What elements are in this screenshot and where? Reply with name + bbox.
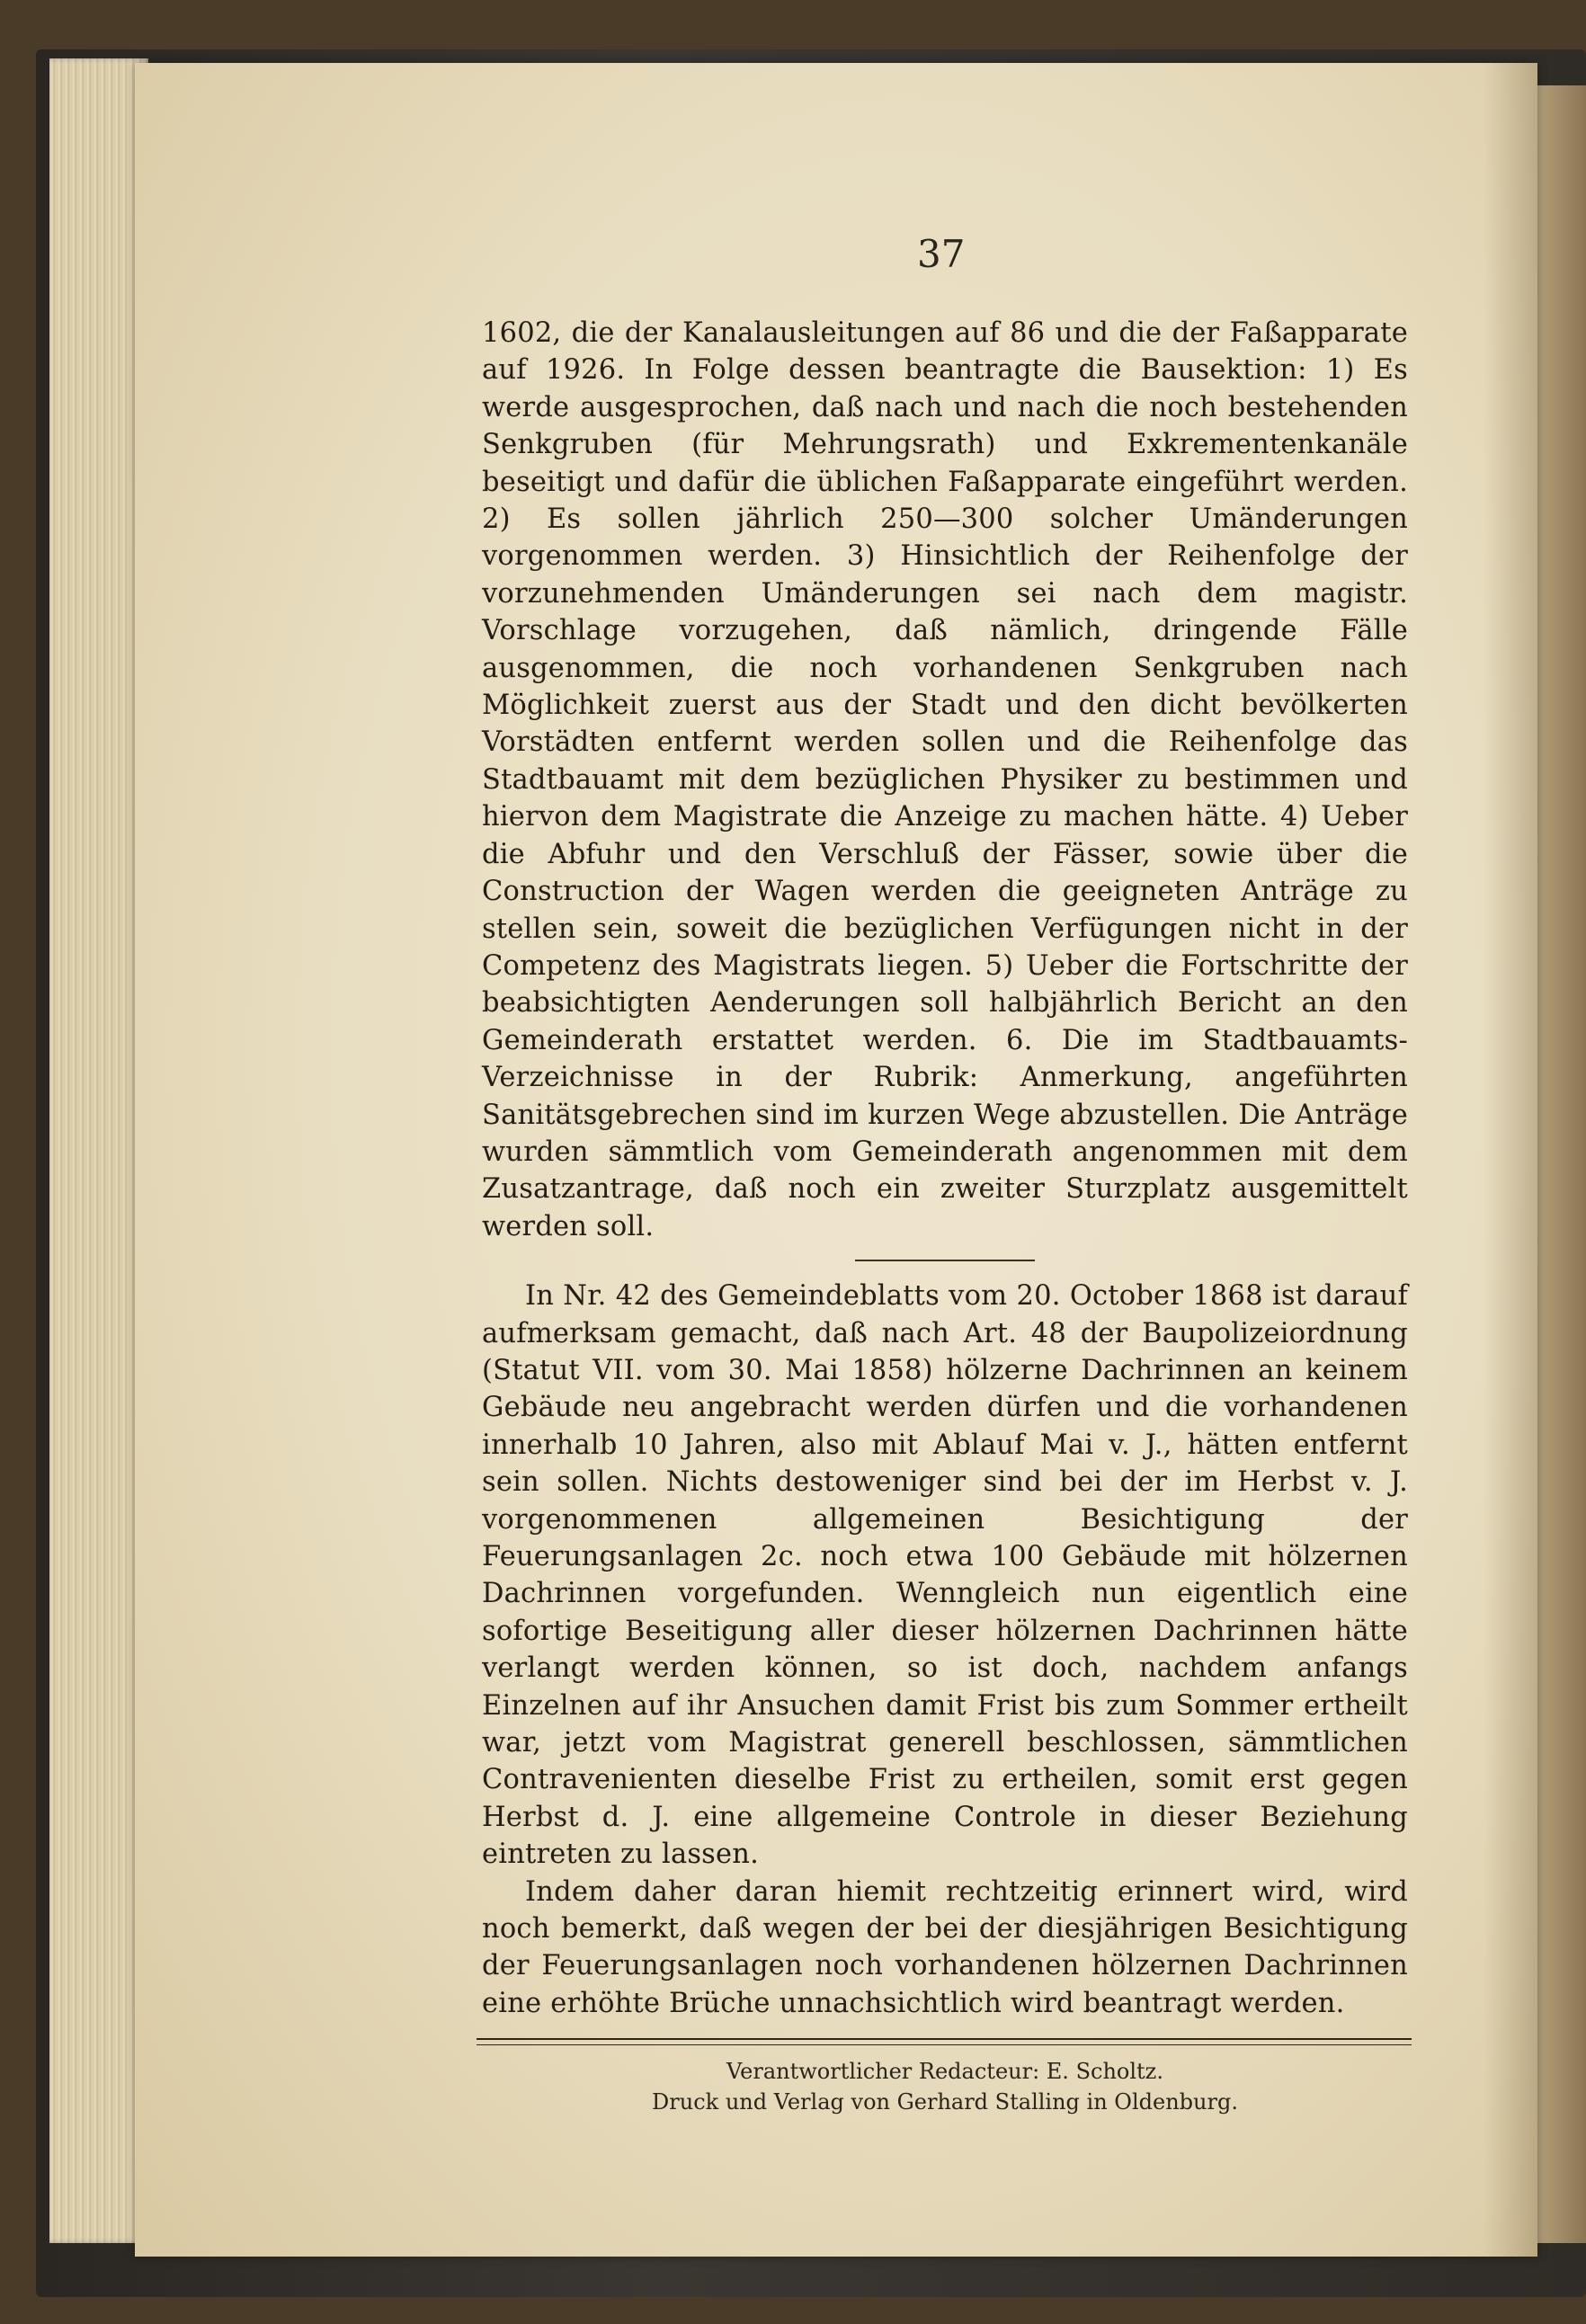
facing-page-edge — [1533, 85, 1586, 2243]
page-edges — [49, 58, 148, 2243]
paragraph-dachrinnen-notice: In Nr. 42 des Gemeindeblatts vom 20. October 1868 ist darauf aufmerksam gemacht, daß nach Art. 48 der Baupolizeiordnung (Statut VII. vom 30. Mai 1858) hölzerne Dachrinnen an keinem Gebäude neu angebracht werden dürfen und die vorhandenen innerhalb 10 Jahren, also mit Ablauf Mai v. J., hätten entfernt sein sollen. Nichts destoweniger sind bei der im Herbst v. J. vorgenommenen allgemeinen Besichtigung der Feuerungsanlagen 2c. noch etwa 100 Gebäude mit hölzernen Dachrinnen vorgefunden. Wenngleich nun eigentlich eine sofortige Beseitigung aller dieser hölzernen Dachrinnen hätte verlangt werden können, so ist doch, nachdem anfangs Einzelnen auf ihr Ansuchen damit Frist bis zum Sommer ertheilt war, jetzt vom Magistrat generell beschlossen, sämmtlichen Contravenienten dieselbe Frist zu ertheilen, somit erst gegen Herbst d. J. eine allgemeine Controle in dieser Beziehung eintreten zu lassen. — [482, 1280, 1408, 1871]
footer-divider — [477, 2038, 1412, 2045]
printer-line: Druck und Verlag von Gerhard Stalling in Oldenburg. — [652, 2089, 1238, 2115]
editor-line: Verantwortlicher Redacteur: E. Scholtz. — [726, 2059, 1163, 2085]
section-divider — [855, 1260, 1035, 1261]
page-gutter-shadow — [1484, 63, 1537, 2257]
paragraph-reminder: Indem daher daran hiemit rechtzeitig erinnert wird, wird noch bemerkt, daß wegen der bei der diesjährigen Besichtigung der Feuerungsanlagen noch vorhandenen hölzernen Dachrinnen eine erhöhte Brüche unnachsichtlich wird beantragt werden. — [482, 1875, 1408, 2019]
page-number: 37 — [917, 232, 966, 276]
page-text-block — [482, 315, 1408, 2117]
paragraph-bausektion-report: 1602, die der Kanalausleitungen auf 86 und die der Faßapparate auf 1926. In Folge dessen beantragte die Bausektion: 1) Es werde ausgesprochen, daß nach und nach die noch bestehenden Senkgruben (für Mehrungsrath) und Exkrementenkanäle beseitigt und dafür die üblichen Faßapparate eingeführt werden. 2) Es sollen jährlich 250—300 solcher Umänderungen vorgenommen werden. 3) Hinsichtlich der Reihenfolge der vorzunehmenden Umänderungen sei nach dem magistr. Vorschlage vorzugehen, daß nämlich, dringende Fälle ausgenommen, die noch vorhandenen Senkgruben nach Möglichkeit zuerst aus der Stadt und den dicht bevölkerten Vorstädten entfernt werden sollen und die Reihenfolge das Stadtbauamt mit dem bezüglichen Physiker zu bestimmen und hiervon dem Magistrate die Anzeige zu machen hätte. 4) Ueber die Abfuhr und den Verschluß der Fässer, sowie über die Construction der Wagen werden die geeigneten Anträge zu stellen sein, soweit die bezüglichen Verfügungen nicht in der Competenz des Magistrats liegen. 5) Ueber die Fortschritte der beabsichtigten Aenderungen soll halbjährlich Bericht an den Gemeinderath erstattet werden. 6. Die im Stadtbauamts-Verzeichnisse in der Rubrik: Anmerkung, angeführten Sanitätsgebrechen sind im kurzen Wege abzustellen. Die Anträge wurden sämmtlich vom Gemeinderath angenommen mit dem Zusatzantrage, daß noch ein zweiter Sturzplatz ausgemittelt werden soll. — [482, 317, 1408, 1242]
